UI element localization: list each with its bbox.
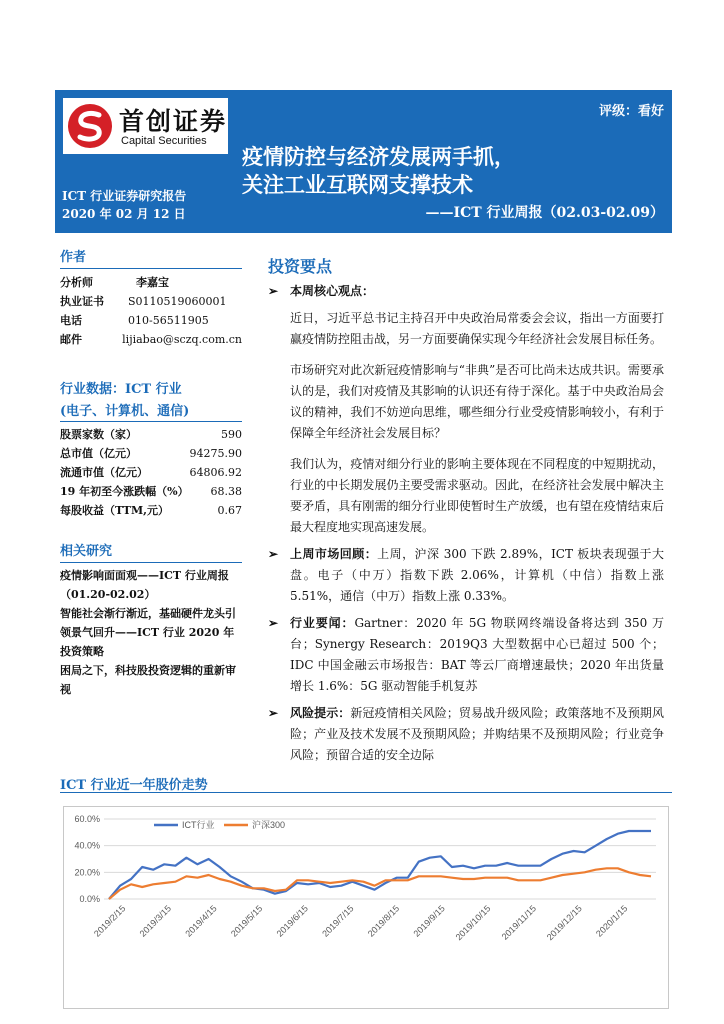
x-tick-label: 2019/4/15 bbox=[183, 903, 219, 939]
industry-heading-line-1: 行业数据：ICT 行业 bbox=[60, 382, 182, 397]
related-item-2[interactable]: 智能社会渐行渐近，基础硬件龙头引领景气回升——ICT 行业 2020 年投资策略 bbox=[60, 607, 236, 658]
industry-value: 0.67 bbox=[217, 504, 242, 517]
author-key: 分析师 bbox=[60, 276, 93, 289]
author-row bbox=[60, 330, 242, 349]
risk-text: 新冠疫情相关风险；贸易战升级风险；政策落地不及预期风险；产业及技术发展不及预期风险；并购结果不及预期风险；行业竞争风险；预留合适的安全边际 bbox=[290, 706, 664, 762]
author-row bbox=[60, 273, 242, 292]
market-review-bullet bbox=[268, 544, 664, 607]
email-address[interactable]: lijiabao@sczq.com.cn bbox=[122, 333, 242, 346]
market-review-text: 上周，沪深 300 下跌 2.89%，ICT 板块表现强于大盘。电子（中万）指数下跌 2.06%，计算机（中信）指数上涨 5.51%，通信（中万）指数上涨 0.33%。 bbox=[290, 547, 664, 603]
related-divider bbox=[60, 562, 242, 563]
x-tick-label: 2019/11/15 bbox=[499, 903, 539, 942]
investment-highlights bbox=[268, 256, 664, 766]
highlights-heading: 投资要点 bbox=[268, 257, 333, 276]
x-tick-label: 2019/8/15 bbox=[365, 903, 402, 939]
report-date: 2020 年 02 月 12 日 bbox=[62, 207, 186, 221]
core-view-para-3: 我们认为，疫情对细分行业的影响主要体现在不同程度的中短期扰动，行业的中长期发展仍主要受需求驱动。因此，在经济社会发展中解决主要矛盾，具有刚需的细分行业即使暂时生产放缓，也有望在疫情结束后最大程度地实现高速发展。 bbox=[290, 457, 664, 534]
analyst-name: 李嘉宝 bbox=[136, 276, 169, 289]
author-key: 邮件 bbox=[60, 333, 82, 346]
industry-value: 590 bbox=[221, 428, 242, 441]
arrow-bullet-icon: ➢ bbox=[268, 284, 279, 298]
x-tick-label: 2019/12/15 bbox=[544, 903, 584, 943]
industry-row bbox=[60, 463, 242, 482]
related-item-3[interactable]: 困局之下，科技股投资逻辑的重新审视 bbox=[60, 664, 236, 696]
x-tick-label: 2019/2/15 bbox=[92, 903, 128, 939]
x-tick-label: 2019/5/15 bbox=[228, 903, 265, 939]
y-tick-label: 40.0% bbox=[74, 840, 100, 851]
author-divider bbox=[60, 268, 242, 269]
y-tick-label: 0.0% bbox=[79, 894, 100, 904]
legend-label: 沪深300 bbox=[252, 820, 286, 830]
industry-key: 股票家数（家） bbox=[60, 428, 137, 441]
industry-row bbox=[60, 501, 242, 520]
title-line-1: 疫情防控与经济发展两手抓， bbox=[242, 144, 515, 169]
legend-label: ICT行业 bbox=[182, 820, 215, 830]
industry-key: 每股收益（TTM,元） bbox=[60, 504, 169, 517]
x-tick-label: 2019/9/15 bbox=[411, 903, 447, 939]
author-heading: 作者 bbox=[60, 250, 87, 265]
report-title bbox=[242, 143, 515, 199]
related-item-1[interactable]: 疫情影响面面观——ICT 行业周报（01.20-02.02） bbox=[60, 569, 229, 601]
report-subtitle: ——ICT 行业周报（02.03-02.09） bbox=[425, 205, 664, 221]
logo-chinese-name: 首创证券 bbox=[119, 107, 228, 136]
title-line-2: 关注工业互联网支撑技术 bbox=[242, 172, 473, 197]
industry-row bbox=[60, 444, 242, 463]
industry-news-bullet bbox=[268, 613, 664, 697]
series-line-沪深300 bbox=[109, 868, 651, 899]
author-section bbox=[60, 246, 242, 349]
core-view-para-2: 市场研究对此次新冠疫情影响与“非典”是否可比尚未达成共识。需要承认的是，我们对疫情及其影响的认识还有待于深化。基于中央政治局会议的精神，我们不妨逆向思维，哪些细分行业受疫情影响较小，有利于保障全年经济社会发展目标？ bbox=[290, 363, 664, 440]
risk-label: 风险提示： bbox=[290, 706, 351, 720]
industry-key: 19 年初至今涨跌幅（%） bbox=[60, 485, 189, 498]
y-tick-label: 20.0% bbox=[74, 867, 100, 878]
core-view-label: 本周核心观点： bbox=[290, 284, 375, 298]
risk-bullet bbox=[268, 703, 664, 766]
industry-row bbox=[60, 482, 242, 501]
related-heading: 相关研究 bbox=[60, 544, 113, 559]
market-review-label: 上周市场回顾： bbox=[290, 547, 378, 561]
arrow-bullet-icon: ➢ bbox=[268, 547, 279, 561]
chart-svg bbox=[64, 807, 668, 1008]
industry-value: 94275.90 bbox=[189, 447, 242, 460]
logo-emblem-icon bbox=[67, 103, 113, 149]
report-type: ICT 行业证券研究报告 bbox=[62, 189, 187, 203]
x-tick-label: 2020/1/15 bbox=[594, 903, 630, 939]
y-tick-label: 60.0% bbox=[74, 814, 100, 824]
author-row bbox=[60, 292, 242, 311]
industry-row bbox=[60, 425, 242, 444]
industry-data-section bbox=[60, 378, 242, 520]
arrow-bullet-icon: ➢ bbox=[268, 706, 279, 720]
industry-heading-line-2: (电子、计算机、通信) bbox=[60, 404, 190, 419]
industry-divider bbox=[60, 421, 242, 422]
x-tick-label: 2019/3/15 bbox=[137, 903, 174, 939]
phone-number: 010-56511905 bbox=[128, 314, 209, 327]
industry-news-text: Gartner：2020 年 5G 物联网终端设备将达到 350 万台；Synergy Research：2019Q3 大型数据中心已超过 500 个；IDC 中国金融云市场报告：BAT 等云厂商增速最快；2020 年出货量增长 1.6%：5G 驱动智能手机复苏 bbox=[290, 616, 664, 693]
author-key: 执业证书 bbox=[60, 295, 104, 308]
x-tick-label: 2019/6/15 bbox=[274, 903, 310, 939]
industry-value: 68.38 bbox=[210, 485, 242, 498]
rating-label: 评级：看好 bbox=[598, 104, 664, 119]
chart-heading: ICT 行业近一年股价走势 bbox=[60, 778, 208, 793]
industry-key: 流通市值（亿元） bbox=[60, 466, 148, 479]
x-tick-label: 2019/10/15 bbox=[453, 903, 493, 943]
industry-key: 总市值（亿元） bbox=[60, 447, 137, 460]
author-key: 电话 bbox=[60, 314, 82, 327]
core-view-para-1: 近日，习近平总书记主持召开中央政治局常委会会议，指出一方面要打赢疫情防控阻击战，另一方面要确保实现今年经济社会发展目标任务。 bbox=[290, 311, 664, 346]
chart-divider bbox=[60, 792, 672, 793]
x-tick-label: 2019/7/15 bbox=[320, 903, 356, 939]
company-logo bbox=[63, 98, 228, 154]
core-view-bullet bbox=[268, 281, 664, 302]
arrow-bullet-icon: ➢ bbox=[268, 616, 279, 630]
industry-value: 64806.92 bbox=[189, 466, 242, 479]
author-row bbox=[60, 311, 242, 330]
related-research-section bbox=[60, 540, 242, 699]
license-number: S0110519060001 bbox=[128, 295, 227, 308]
logo-english-name: Capital Securities bbox=[121, 135, 207, 147]
series-line-ICT行业 bbox=[109, 831, 651, 899]
price-trend-chart bbox=[63, 806, 669, 1009]
industry-news-label: 行业要闻： bbox=[290, 616, 355, 630]
